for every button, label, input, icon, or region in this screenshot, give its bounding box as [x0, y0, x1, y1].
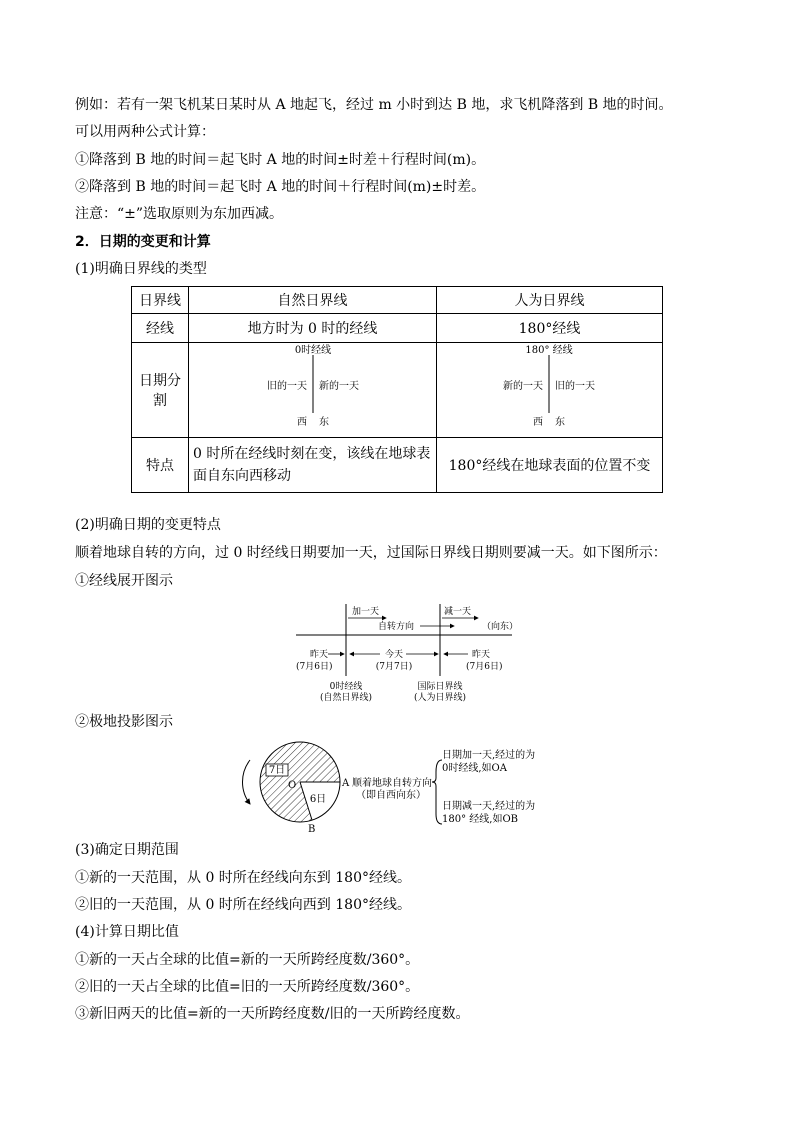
diagram-label: 昨天: [472, 650, 491, 660]
diagram-label: 日期减一天,经过的为: [442, 801, 536, 812]
artificial-split-diagram: [441, 343, 658, 433]
formula-1: ①降落到 B 地的时间＝起飞时 A 地的时间±时差＋行程时间(m)。: [75, 152, 486, 168]
diagram-label: (人为日界线): [413, 693, 467, 703]
diagram-label: 自转方向: [377, 622, 415, 632]
diagram-label: 0时经线: [329, 682, 363, 692]
diagram-label: 新的一天: [503, 381, 543, 392]
formula-2: ②降落到 B 地的时间＝起飞时 A 地的时间＋行程时间(m)±时差。: [75, 179, 486, 195]
paragraph: 顺着地球自转的方向，过 0 时经线日期要加一天，过国际日界线日期则要减一天。如下图所示：: [75, 545, 667, 561]
caption-1: ①经线展开图示: [75, 573, 173, 589]
diagram-label: 东: [319, 417, 329, 428]
table-cell: 经线: [132, 314, 189, 343]
range-2: ②旧的一天范围，从 0 时所在经线向西到 180°经线。: [75, 897, 411, 913]
diagram-label: 加一天: [352, 607, 380, 617]
table-cell: 180°经线在地球表面的位置不变: [437, 438, 663, 493]
diagram-label: 新的一天: [319, 381, 359, 392]
diagram-label: 7日: [268, 765, 286, 776]
table-cell: 自然日界线: [189, 287, 437, 314]
ratio-1: ①新的一天占全球的比值=新的一天所跨经度数/360°。: [75, 952, 420, 968]
table-cell: 0 时所在经线时刻在变，该线在地球表面自东向西移动: [189, 438, 437, 493]
table-cell: 日界线: [132, 287, 189, 314]
diagram-label: 6日: [309, 794, 327, 805]
diagram-label: B: [308, 824, 316, 835]
dateline-table: [131, 286, 663, 493]
diagram-label: 顺着地球自转方向: [352, 778, 432, 789]
diagram-label: 减一天: [444, 607, 472, 617]
ratio-3: ③新旧两天的比值=新的一天所跨经度数/旧的一天所跨经度数。: [75, 1006, 470, 1022]
table-cell: 人为日界线: [437, 287, 663, 314]
diagram-label: 180° 经线: [525, 345, 573, 356]
diagram-label: (7月7日): [375, 662, 413, 672]
section-heading: 2．日期的变更和计算: [75, 234, 211, 250]
diagram-label: 西: [297, 417, 307, 428]
diagram-label: (7月6日): [296, 662, 333, 672]
diagram-label: O: [288, 780, 297, 791]
meridian-expanded-diagram: [290, 600, 520, 705]
subheading-3: (3)确定日期范围: [75, 842, 179, 858]
table-cell: 180°经线: [437, 314, 663, 343]
diagram-label: 国际日界线: [417, 682, 463, 692]
subheading-2: (2)明确日期的变更特点: [75, 517, 221, 533]
diagram-label: 180° 经线,如OB: [442, 814, 518, 825]
table-cell: 地方时为 0 时的经线: [189, 314, 437, 343]
table-cell: 特点: [132, 438, 189, 493]
diagram-label: 西: [533, 417, 543, 428]
diagram-label: （向东）: [482, 622, 519, 632]
note-text: 注意：“±”选取原则为东加西减。: [75, 206, 284, 222]
diagram-label: 0时经线,如OA: [442, 763, 507, 774]
diagram-label: (自然日界线): [319, 693, 373, 703]
caption-2: ②极地投影图示: [75, 714, 173, 730]
subheading-1: (1)明确日界线的类型: [75, 261, 207, 277]
diagram-label: 旧的一天: [267, 381, 307, 392]
natural-split-cell: [189, 343, 437, 438]
diagram-label: 0时经线: [294, 345, 332, 356]
diagram-label: 日期加一天,经过的为: [442, 750, 536, 761]
diagram-label: 昨天: [310, 650, 329, 660]
diagram-label: A: [342, 778, 350, 789]
table-row: [132, 343, 663, 438]
diagram-label: 旧的一天: [555, 381, 595, 392]
diagram-label: （即自西向东）: [356, 790, 426, 801]
table-cell: 日期分割: [132, 343, 189, 438]
table-header-row: [132, 287, 663, 314]
table-row: [132, 438, 663, 493]
subheading-4: (4)计算日期比值: [75, 924, 179, 940]
polar-projection-diagram: [236, 738, 556, 836]
diagram-label: (7月6日): [466, 662, 503, 672]
range-1: ①新的一天范围，从 0 时所在经线向东到 180°经线。: [75, 870, 411, 886]
artificial-split-cell: [437, 343, 663, 438]
diagram-label: 东: [555, 417, 565, 428]
diagram-label: 今天: [384, 650, 404, 660]
natural-split-diagram: [193, 343, 432, 433]
ratio-2: ②旧的一天占全球的比值=旧的一天所跨经度数/360°。: [75, 979, 420, 995]
table-row: [132, 314, 663, 343]
formula-intro: 可以用两种公式计算：: [75, 124, 215, 140]
example-text: 例如：若有一架飞机某日某时从 A 地起飞，经过 m 小时到达 B 地，求飞机降落到 B 地的时间。: [75, 97, 673, 113]
